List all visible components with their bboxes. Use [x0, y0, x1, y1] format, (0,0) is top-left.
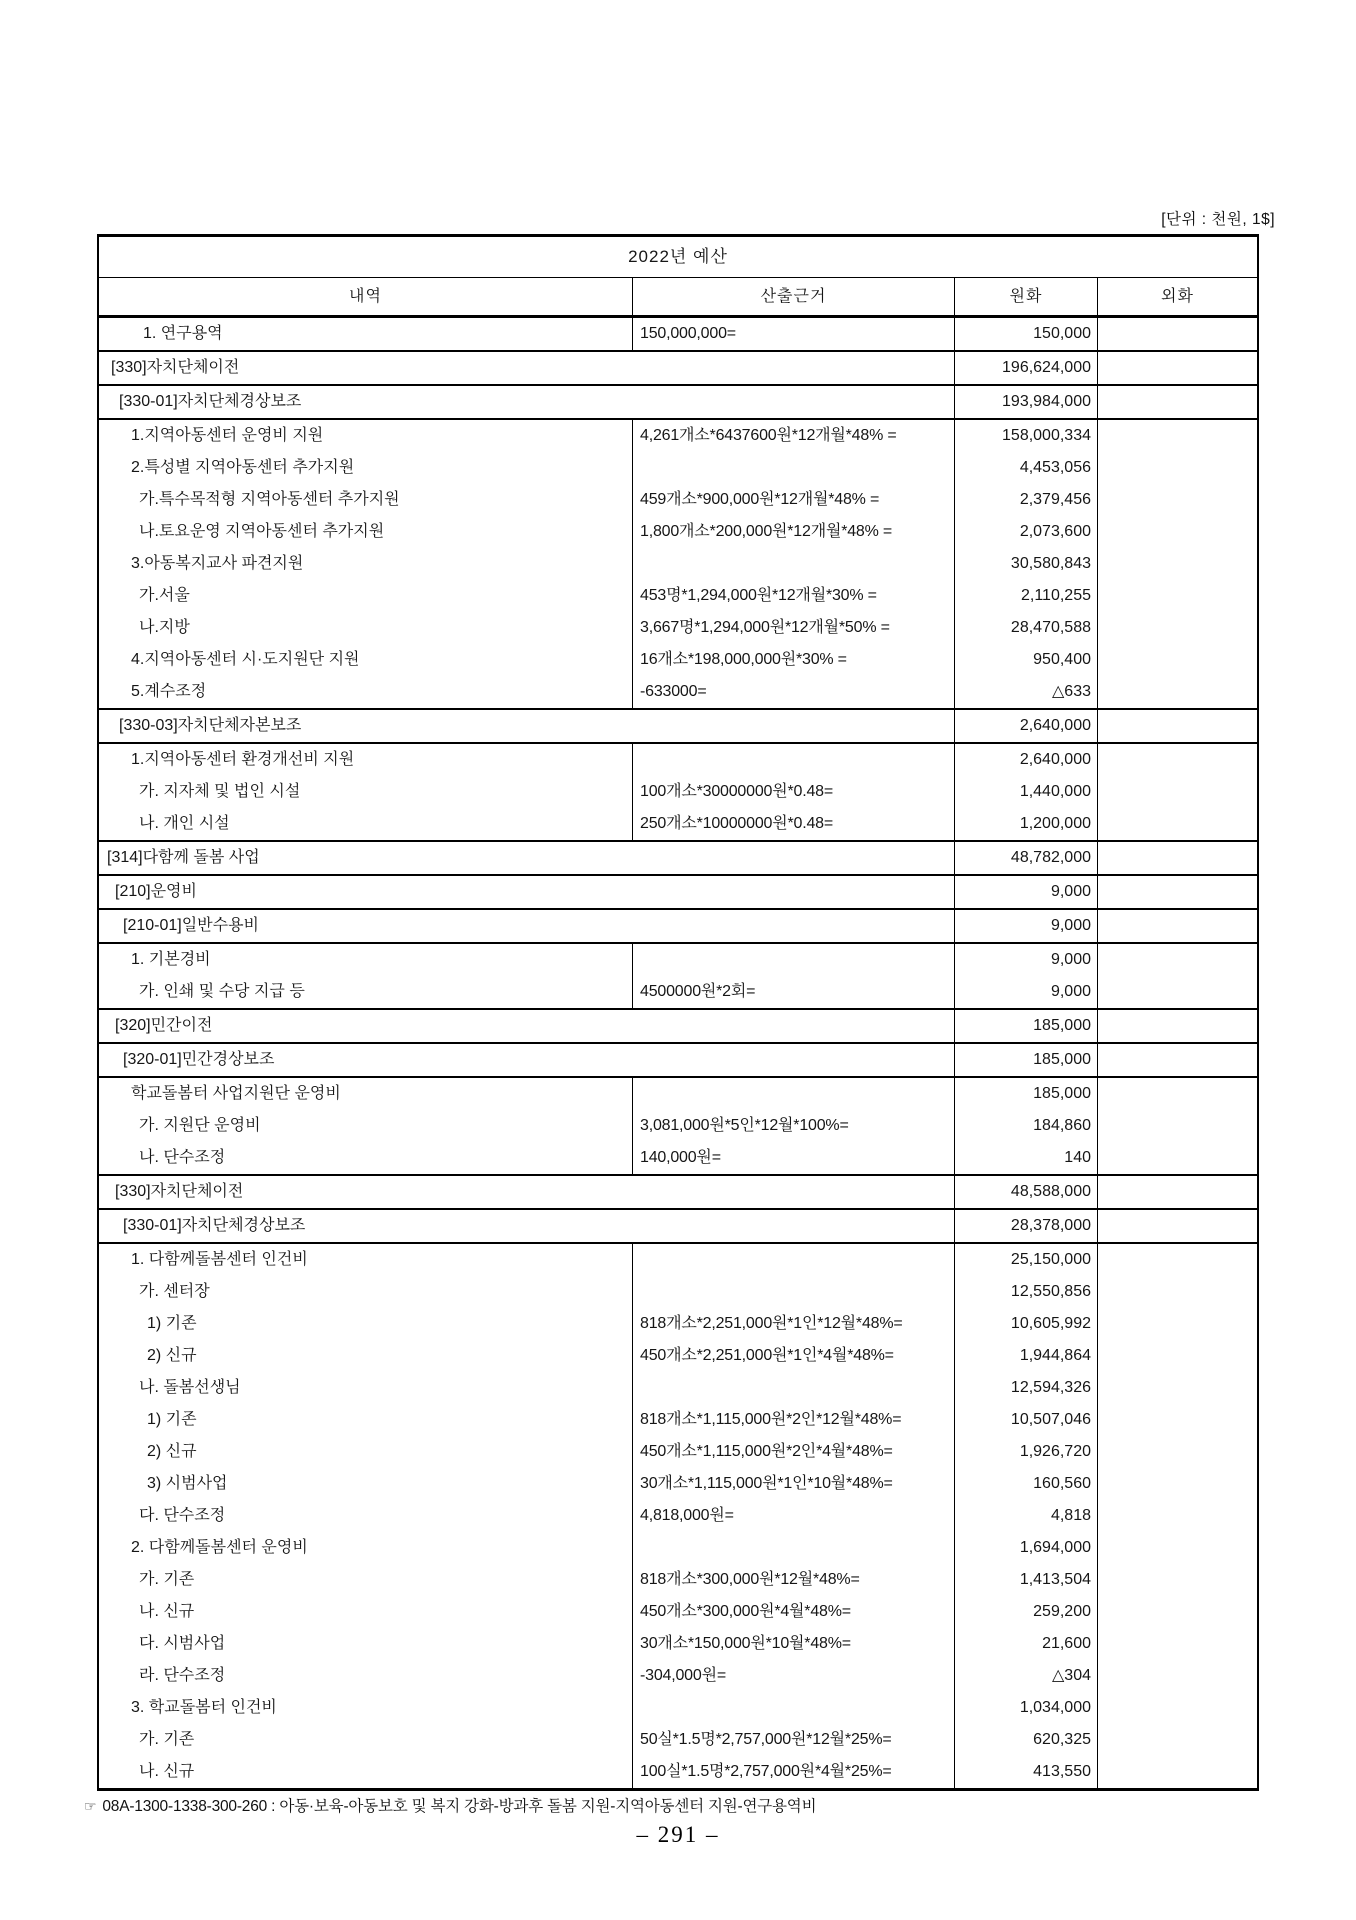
krw-cell — [955, 1176, 1098, 1208]
formula-text: 30개소*1,115,000원*1인*10월*48%= — [640, 1475, 893, 1492]
krw-amount: 2,379,456 — [1019, 491, 1091, 508]
krw-amount: 2,640,000 — [1019, 717, 1091, 734]
krw-cell — [955, 1244, 1098, 1788]
item-label: 나. 신규 — [139, 1763, 195, 1780]
item-label: 가. 지원단 운영비 — [139, 1117, 261, 1134]
krw-amount: 196,624,000 — [1002, 359, 1091, 376]
krw-amount: 9,000 — [1050, 917, 1091, 934]
formula-text: 140,000원= — [640, 1149, 721, 1166]
fx-amount — [1098, 1692, 1257, 1724]
fx-cell — [1098, 1044, 1257, 1076]
item-label: [330-01]자치단체경상보조 — [119, 393, 302, 410]
fx-cell — [1098, 352, 1257, 384]
formula-text — [633, 1276, 954, 1308]
krw-amount: 620,325 — [1033, 1731, 1091, 1748]
krw-cell — [955, 842, 1098, 874]
budget-table — [97, 234, 1259, 1791]
item-label: 가. 기존 — [139, 1731, 195, 1748]
fx-amount — [1098, 944, 1257, 976]
krw-cell — [955, 944, 1098, 1008]
krw-amount: 193,984,000 — [1002, 393, 1091, 410]
formula-text: 3,667명*1,294,000원*12개월*50% = — [640, 619, 890, 636]
krw-amount: △304 — [1052, 1667, 1091, 1684]
item-label: [330-01]자치단체경상보조 — [123, 1217, 306, 1234]
fx-cell — [1098, 1176, 1257, 1208]
item-cell — [99, 352, 955, 384]
formula-text: 1,800개소*200,000원*12개월*48% = — [640, 523, 893, 540]
table-header-row — [99, 278, 1257, 318]
item-label: 가. 센터장 — [139, 1283, 210, 1300]
krw-amount: 1,926,720 — [1019, 1443, 1091, 1460]
fx-amount — [1098, 1628, 1257, 1660]
krw-amount: 140 — [1064, 1149, 1091, 1166]
fx-cell — [1098, 910, 1257, 942]
krw-amount: 1,413,504 — [1019, 1571, 1091, 1588]
item-cell — [99, 744, 633, 840]
formula-text: 30개소*150,000원*10월*48%= — [640, 1635, 851, 1652]
item-label: 3. 학교돌봄터 인건비 — [131, 1699, 277, 1716]
krw-amount: 2,110,255 — [1021, 587, 1091, 604]
item-label: 4.지역아동센터 시·도지원단 지원 — [131, 651, 360, 668]
fx-amount — [1098, 744, 1257, 776]
basis-cell — [633, 944, 955, 1008]
fx-amount — [1098, 1010, 1257, 1042]
item-label: 2.특성별 지역아동센터 추가지원 — [131, 459, 355, 476]
fx-cell — [1098, 744, 1257, 840]
krw-amount: 413,550 — [1033, 1763, 1091, 1780]
item-cell — [99, 842, 955, 874]
formula-text: 50실*1.5명*2,757,000원*12월*25%= — [640, 1731, 892, 1748]
item-label: 1. 연구용역 — [143, 325, 223, 342]
formula-text — [633, 744, 954, 776]
item-cell — [99, 318, 633, 350]
fx-cell — [1098, 1244, 1257, 1788]
krw-cell — [955, 1010, 1098, 1042]
item-cell — [99, 1010, 955, 1042]
fx-amount — [1098, 1660, 1257, 1692]
item-label: 1. 기본경비 — [131, 951, 211, 968]
fx-amount — [1098, 318, 1257, 350]
formula-text: 150,000,000= — [640, 325, 736, 342]
fx-amount — [1098, 876, 1257, 908]
item-label: 가. 지자체 및 법인 시설 — [139, 783, 301, 800]
column-header-basis: 산출근거 — [633, 278, 955, 315]
section-block — [99, 874, 1257, 908]
krw-amount: 4,453,056 — [1019, 459, 1091, 476]
krw-amount: 9,000 — [1050, 883, 1091, 900]
item-label: 2. 다함께돌봄센터 운영비 — [131, 1539, 308, 1556]
item-label: [320-01]민간경상보조 — [123, 1051, 275, 1068]
item-label: 다. 단수조정 — [139, 1507, 226, 1524]
item-label: [330]자치단체이전 — [111, 359, 240, 376]
krw-amount: 185,000 — [1033, 1017, 1091, 1034]
fx-amount — [1098, 808, 1257, 840]
fx-amount — [1098, 1142, 1257, 1174]
krw-amount: 1,034,000 — [1019, 1699, 1091, 1716]
section-block — [99, 1208, 1257, 1242]
item-label: 5.계수조정 — [131, 683, 207, 700]
fx-amount — [1098, 842, 1257, 874]
item-label: 3) 시범사업 — [147, 1475, 228, 1492]
fx-amount — [1098, 1276, 1257, 1308]
fx-cell — [1098, 842, 1257, 874]
krw-cell — [955, 1210, 1098, 1242]
fx-cell — [1098, 1078, 1257, 1174]
section-block — [99, 1174, 1257, 1208]
item-label: 라. 단수조정 — [139, 1667, 226, 1684]
item-label: [320]민간이전 — [115, 1017, 213, 1034]
item-cell — [99, 876, 955, 908]
column-header-krw: 원화 — [955, 278, 1098, 315]
krw-amount: 9,000 — [1050, 951, 1091, 968]
basis-cell — [633, 420, 955, 708]
item-cell — [99, 1176, 955, 1208]
column-header-item: 내역 — [99, 278, 633, 315]
section-block — [99, 350, 1257, 384]
basis-cell — [633, 1078, 955, 1174]
fx-amount — [1098, 910, 1257, 942]
item-cell — [99, 910, 955, 942]
krw-amount: 158,000,334 — [1002, 427, 1091, 444]
krw-cell — [955, 1044, 1098, 1076]
krw-amount: 48,782,000 — [1010, 849, 1091, 866]
item-label: 1.지역아동센터 환경개선비 지원 — [131, 751, 355, 768]
fx-amount — [1098, 1404, 1257, 1436]
formula-text: 100개소*30000000원*0.48= — [640, 783, 833, 800]
formula-text — [633, 1692, 954, 1724]
fx-amount — [1098, 352, 1257, 384]
krw-cell — [955, 318, 1098, 350]
fx-amount — [1098, 1532, 1257, 1564]
table-body — [99, 318, 1257, 1788]
krw-cell — [955, 910, 1098, 942]
krw-amount: 1,200,000 — [1019, 815, 1091, 832]
krw-amount: 4,818 — [1050, 1507, 1091, 1524]
formula-text — [633, 1372, 954, 1404]
fx-amount — [1098, 612, 1257, 644]
krw-amount: 1,694,000 — [1019, 1539, 1091, 1556]
formula-text — [633, 548, 954, 580]
krw-amount: 184,860 — [1033, 1117, 1091, 1134]
krw-amount: 259,200 — [1033, 1603, 1091, 1620]
item-label: 2) 신규 — [147, 1443, 197, 1460]
footnote-text: 08A-1300-1338-300-260 : 아동·보육-아동보호 및 복지 강화-방과후 돌봄 지원-지역아동센터 지원-연구용역비 — [102, 1798, 817, 1815]
krw-amount: 1,440,000 — [1019, 783, 1091, 800]
detail-block — [99, 1242, 1257, 1788]
item-label: 가.특수목적형 지역아동센터 추가지원 — [139, 491, 400, 508]
item-cell — [99, 944, 633, 1008]
section-block — [99, 908, 1257, 942]
fx-amount — [1098, 644, 1257, 676]
krw-cell — [955, 386, 1098, 418]
detail-block — [99, 1076, 1257, 1174]
krw-cell — [955, 420, 1098, 708]
formula-text: 4500000원*2회= — [640, 983, 756, 1000]
item-cell — [99, 1078, 633, 1174]
item-label: [314]다함께 돌봄 사업 — [107, 849, 260, 866]
formula-text: 450개소*2,251,000원*1인*4월*48%= — [640, 1347, 894, 1364]
krw-cell — [955, 1078, 1098, 1174]
footnote — [84, 1794, 816, 1816]
krw-amount: 48,588,000 — [1010, 1183, 1091, 1200]
fx-cell — [1098, 1210, 1257, 1242]
krw-amount: △633 — [1052, 683, 1091, 700]
section-block — [99, 1042, 1257, 1076]
item-cell — [99, 710, 955, 742]
formula-text — [633, 1532, 954, 1564]
krw-amount: 2,640,000 — [1019, 751, 1091, 768]
item-label: 1) 기존 — [147, 1411, 197, 1428]
item-label: 학교돌봄터 사업지원단 운영비 — [131, 1085, 341, 1102]
fx-amount — [1098, 976, 1257, 1008]
krw-amount: 185,000 — [1033, 1085, 1091, 1102]
fx-amount — [1098, 1372, 1257, 1404]
fx-amount — [1098, 1308, 1257, 1340]
item-cell — [99, 1044, 955, 1076]
formula-text — [633, 1078, 954, 1110]
item-cell — [99, 1210, 955, 1242]
fx-amount — [1098, 1500, 1257, 1532]
formula-text: 818개소*2,251,000원*1인*12월*48%= — [640, 1315, 903, 1332]
item-label: [330-03]자치단체자본보조 — [119, 717, 302, 734]
item-label: 1.지역아동센터 운영비 지원 — [131, 427, 324, 444]
column-header-fx: 외화 — [1161, 288, 1194, 305]
krw-amount: 1,944,864 — [1019, 1347, 1091, 1364]
item-cell — [99, 420, 633, 708]
formula-text: 100실*1.5명*2,757,000원*4월*25%= — [640, 1763, 892, 1780]
item-label: 다. 시범사업 — [139, 1635, 226, 1652]
fx-amount — [1098, 1176, 1257, 1208]
fx-cell — [1098, 386, 1257, 418]
krw-amount: 28,378,000 — [1010, 1217, 1091, 1234]
table-title: 2022년 예산 — [99, 237, 1257, 278]
formula-text: 3,081,000원*5인*12월*100%= — [640, 1117, 849, 1134]
item-label: 나. 개인 시설 — [139, 815, 230, 832]
fx-amount — [1098, 1468, 1257, 1500]
krw-cell — [955, 710, 1098, 742]
section-block — [99, 708, 1257, 742]
fx-amount — [1098, 1210, 1257, 1242]
item-label: 1. 다함께돌봄센터 인건비 — [131, 1251, 308, 1268]
item-label: 나. 신규 — [139, 1603, 195, 1620]
formula-text: 459개소*900,000원*12개월*48% = — [640, 491, 880, 508]
fx-cell — [1098, 1010, 1257, 1042]
section-block — [99, 384, 1257, 418]
item-label: 나.토요운영 지역아동센터 추가지원 — [139, 523, 385, 540]
formula-text: 16개소*198,000,000원*30% = — [640, 651, 847, 668]
item-label: 3.아동복지교사 파견지원 — [131, 555, 304, 572]
formula-text: 450개소*1,115,000원*2인*4월*48%= — [640, 1443, 893, 1460]
item-label: 1) 기존 — [147, 1315, 197, 1332]
basis-cell — [633, 744, 955, 840]
item-label: [330]자치단체이전 — [115, 1183, 244, 1200]
formula-text: 450개소*300,000원*4월*48%= — [640, 1603, 851, 1620]
fx-amount — [1098, 548, 1257, 580]
fx-amount — [1098, 1244, 1257, 1276]
formula-text: 4,818,000원= — [640, 1507, 734, 1524]
krw-amount: 950,400 — [1033, 651, 1091, 668]
formula-text — [633, 1244, 954, 1276]
krw-amount: 21,600 — [1042, 1635, 1091, 1652]
krw-amount: 28,470,588 — [1010, 619, 1091, 636]
krw-amount: 150,000 — [1033, 325, 1091, 342]
formula-text: 250개소*10000000원*0.48= — [640, 815, 833, 832]
item-label: 가.서울 — [139, 587, 190, 604]
fx-amount — [1098, 580, 1257, 612]
section-block — [99, 1008, 1257, 1042]
fx-amount — [1098, 676, 1257, 708]
fx-amount — [1098, 386, 1257, 418]
fx-amount — [1098, 1724, 1257, 1756]
item-label: 나. 돌봄선생님 — [139, 1379, 241, 1396]
detail-block — [99, 318, 1257, 350]
formula-text: -633000= — [640, 683, 707, 700]
item-label: 가. 인쇄 및 수당 지급 등 — [139, 983, 305, 1000]
page-number: – 291 – — [636, 1822, 720, 1847]
item-cell — [99, 386, 955, 418]
fx-cell — [1098, 876, 1257, 908]
krw-amount: 12,550,856 — [1010, 1283, 1091, 1300]
formula-text: 818개소*300,000원*12월*48%= — [640, 1571, 860, 1588]
formula-text — [633, 452, 954, 484]
krw-amount: 9,000 — [1050, 983, 1091, 1000]
fx-amount — [1098, 1110, 1257, 1142]
krw-amount: 185,000 — [1033, 1051, 1091, 1068]
fx-amount — [1098, 1596, 1257, 1628]
item-label: 2) 신규 — [147, 1347, 197, 1364]
unit-label: [단위 : 천원, 1$] — [1161, 211, 1275, 228]
krw-amount: 30,580,843 — [1010, 555, 1091, 572]
fx-amount — [1098, 776, 1257, 808]
fx-amount — [1098, 1340, 1257, 1372]
fx-amount — [1098, 710, 1257, 742]
fx-amount — [1098, 1078, 1257, 1110]
fx-amount — [1098, 1436, 1257, 1468]
fx-amount — [1098, 484, 1257, 516]
fx-amount — [1098, 516, 1257, 548]
fx-cell — [1098, 420, 1257, 708]
item-label: 나. 단수조정 — [139, 1149, 226, 1166]
section-block — [99, 840, 1257, 874]
detail-block — [99, 942, 1257, 1008]
fx-cell — [1098, 318, 1257, 350]
krw-amount: 10,605,992 — [1010, 1315, 1091, 1332]
item-label: 나.지방 — [139, 619, 190, 636]
fx-amount — [1098, 1564, 1257, 1596]
fx-amount — [1098, 420, 1257, 452]
krw-amount: 160,560 — [1033, 1475, 1091, 1492]
formula-text: 818개소*1,115,000원*2인*12월*48%= — [640, 1411, 902, 1428]
krw-amount: 12,594,326 — [1010, 1379, 1091, 1396]
basis-cell — [633, 1244, 955, 1788]
formula-text: 4,261개소*6437600원*12개월*48% = — [640, 427, 897, 444]
detail-block — [99, 418, 1257, 708]
item-label: [210-01]일반수용비 — [123, 917, 259, 934]
item-label: 가. 기존 — [139, 1571, 195, 1588]
fx-amount — [1098, 1044, 1257, 1076]
krw-amount: 25,150,000 — [1010, 1251, 1091, 1268]
item-label: [210]운영비 — [115, 883, 197, 900]
fx-cell — [1098, 944, 1257, 1008]
detail-block — [99, 742, 1257, 840]
krw-amount: 10,507,046 — [1010, 1411, 1091, 1428]
formula-text: 453명*1,294,000원*12개월*30% = — [640, 587, 877, 604]
krw-amount: 2,073,600 — [1019, 523, 1091, 540]
fx-cell — [1098, 710, 1257, 742]
formula-text: -304,000원= — [640, 1667, 726, 1684]
krw-cell — [955, 876, 1098, 908]
basis-cell — [633, 318, 955, 350]
formula-text — [633, 944, 954, 976]
item-cell — [99, 1244, 633, 1788]
fx-amount — [1098, 452, 1257, 484]
krw-cell — [955, 352, 1098, 384]
pointing-hand-icon: ☞ — [84, 1798, 97, 1814]
fx-amount — [1098, 1756, 1257, 1788]
krw-cell — [955, 744, 1098, 840]
